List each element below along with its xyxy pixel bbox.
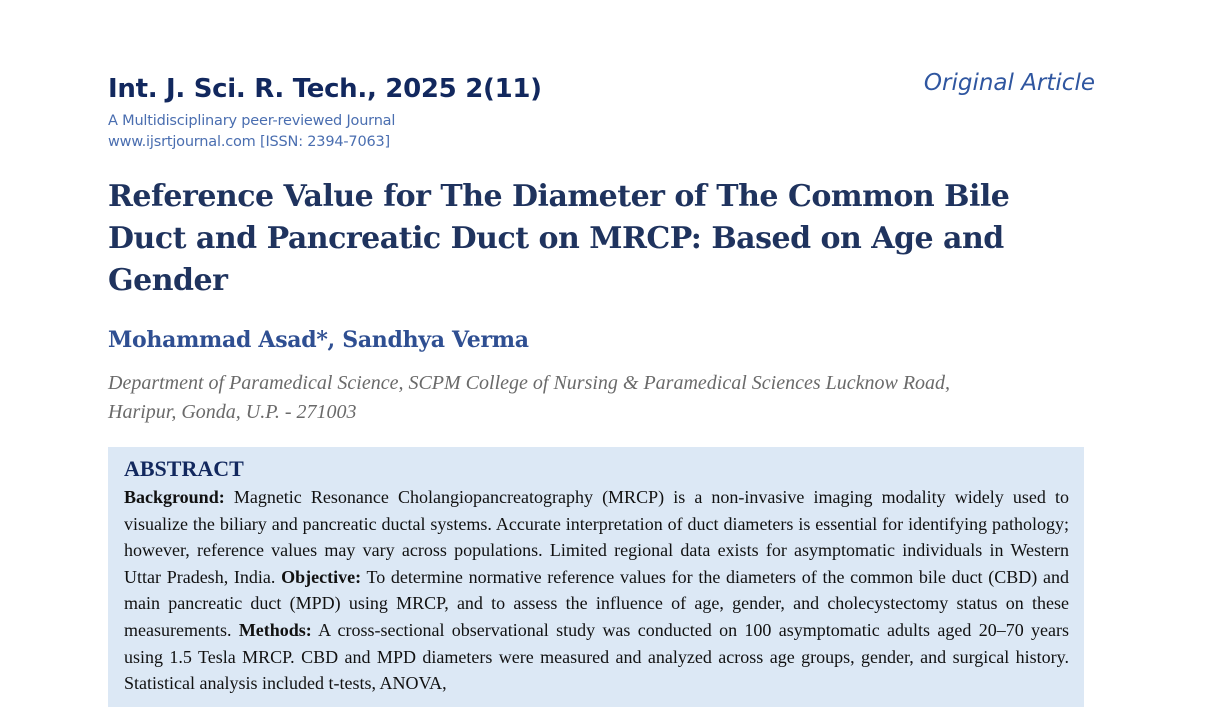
article-type-label: Original Article [923,70,1095,96]
affiliation-line-1: Department of Paramedical Science, SCPM College of Nursing & Paramedical Sciences Lucknow Road, [108,372,951,394]
abstract-methods-text: A cross-sectional observational study was conducted on 100 asymptomatic adults aged 20–70 years using 1.5 Tesla MRCP. CBD and MPD diameters were measured and analyzed across age groups, gender, and surgical history. Statistical analysis included t-tests, ANOVA, [124,619,1070,694]
author-affiliation [108,369,1068,427]
abstract-objective-label: Objective: [281,566,362,587]
abstract-heading: ABSTRACT [124,456,244,481]
affiliation-line-2: Haripur, Gonda, U.P. - 271003 [108,401,357,423]
abstract-objective-text: To determine normative reference values for the diameters of the common bile duct (CBD) and main pancreatic duct (MPD) using MRCP, and to assess the influence of age, gender, and cholecystectomy status on these measurements. [124,566,1069,640]
journal-tagline: A Multidisciplinary peer-reviewed Journal [108,113,396,129]
abstract-box [108,447,1084,707]
author-list: Mohammad Asad*, Sandhya Verma [108,327,529,353]
journal-website-issn: www.ijsrtjournal.com [ISSN: 2394-7063] [108,134,390,150]
journal-title: Int. J. Sci. R. Tech., 2025 2(11) [108,74,542,104]
abstract-background-text: Magnetic Resonance Cholangiopancreatography (MRCP) is a non-invasive imaging modality widely used to visualize the biliary and pancreatic ductal systems. Accurate interpretation of duct diameters is essential for identifying pathology; however, reference values may vary across populations. Limited regional data exists for asymptomatic individuals in Western Uttar Pradesh, India. [124,487,1069,587]
abstract-background-label: Background: [124,487,225,507]
abstract-body [124,484,1069,697]
abstract-methods-label: Methods: [238,619,312,640]
paper-title: Reference Value for The Diameter of The Common Bile Duct and Pancreatic Duct on MRCP: Based on Age and Gender [108,179,1010,298]
